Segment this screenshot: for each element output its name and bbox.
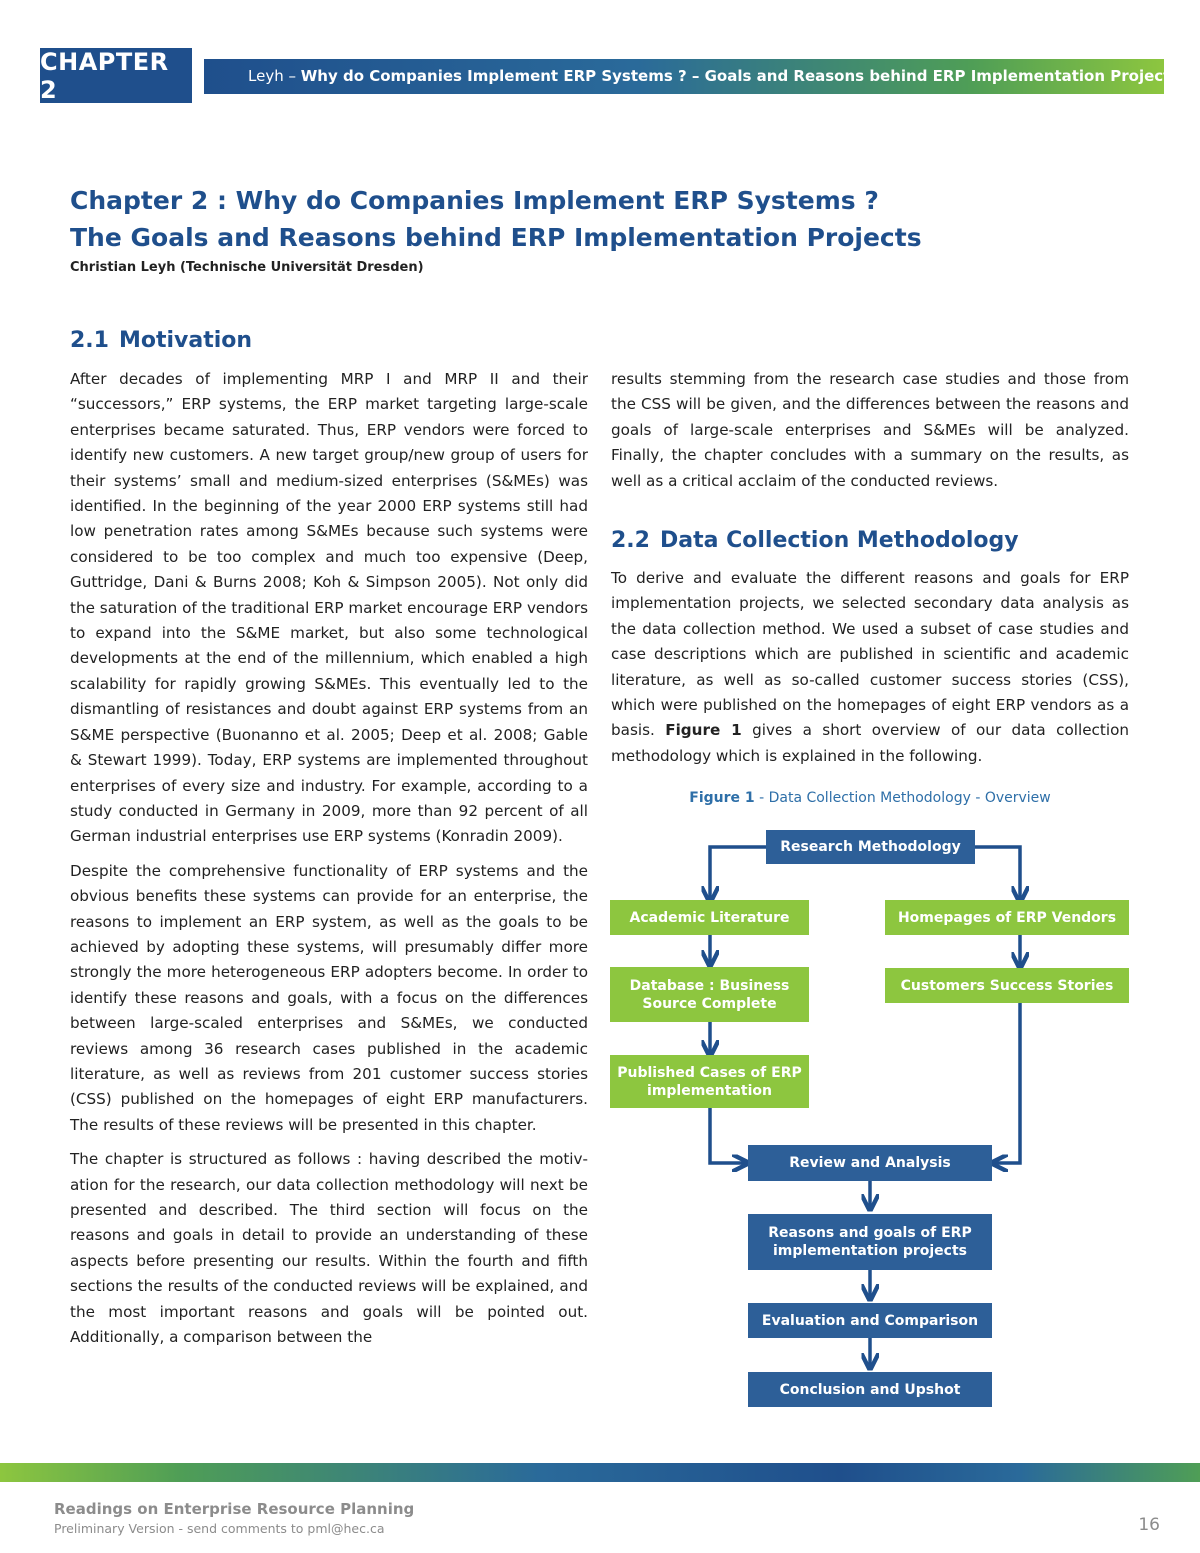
paragraph-text: gives a short overview of our data collection methodology which is explained in the following.: [611, 721, 1129, 765]
box-conclusion-upshot: Conclusion and Upshot: [748, 1372, 992, 1407]
running-header: [248, 59, 1179, 94]
box-homepages-erp-vendors: Homepages of ERP Vendors: [885, 900, 1129, 935]
section-title: Motivation: [118, 328, 253, 353]
footer-band: [0, 1463, 1200, 1482]
paragraph-motivation-1: After decades of implementing MRP I and MRP II and their “successors,” ERP systems, the ERP market targeting large-scale enterprises became saturated. Thus, ERP vendors were forced to identify new customers. A new target group/new group of users for their systems’ small and medium-sized enterprises (S&MEs) was identified. In the beginning of the year 2000 ERP systems still had low penetration rates among S&MEs because such systems were considered to be too complex and much too expensive (Deep, Guttridge, Dani & Burns 2008; Koh & Simpson 2005). Not only did the saturation of the traditional ERP market encourage ERP vendors to expand into the S&ME market, but also some technological developments at the end of the millennium, which enabled a high scalability for rapidly growing S&MEs. This eventually led to the dismantling of resistances and doubt against ERP systems from an S&ME perspective (Buonanno et al. 2005; Deep et al. 2008; Gable & Stewart 1999). Today, ERP systems are implemented throughout enterprises of every size and industry. For example, according to a study conducted in Germany in 2009, more than 92 percent of all German industrial enterprises use ERP systems (Konradin 2009).: [70, 370, 588, 846]
right-column-top: [611, 367, 1129, 503]
box-review-analysis: Review and Analysis: [748, 1145, 992, 1181]
chapter-title-line1: Chapter 2 : Why do Companies Implement ERP Systems ?: [70, 186, 879, 215]
chapter-title-line2: The Goals and Reasons behind ERP Implementation Projects: [70, 223, 922, 252]
arrow-right-to-review: [994, 1003, 1020, 1163]
section-heading-motivation: [70, 328, 252, 353]
section-title: Data Collection Methodology: [659, 528, 1019, 553]
chapter-tab: CHAPTER 2: [40, 48, 192, 103]
chapter-title: [70, 182, 1130, 256]
box-academic-literature: Academic Literature: [610, 900, 809, 935]
box-customers-success-stories: Customers Success Stories: [885, 968, 1129, 1003]
box-database: Database : Business Source Complete: [610, 967, 809, 1022]
paragraph-motivation-4: results stemming from the research case studies and those from the CSS will be given, and the differences between the reasons and goals of large-scale enterprises and S&MEs will be analyzed. Finally, the chapter concludes with a summary on the results, as well as a critical acclaim of the conducted reviews.: [611, 370, 1129, 490]
arrow-to-homepages: [975, 847, 1020, 900]
paragraph-motivation-3: The chapter is structured as follows : having described the motivation for the research, our data collection methodology will next be presented and described. The third section will focus on the reasons and goals in detail to provide an understanding of these aspects before presenting our results. Within the fourth and fifth sections the results of the conducted reviews will be explained, and the most important reasons and goals will be pointed out. Additionally, a comparison between the: [70, 1150, 588, 1347]
figure-reference[interactable]: Figure 1: [665, 721, 742, 740]
left-column: [70, 367, 588, 1359]
box-reasons-goals: Reasons and goals of ERP implementation projects: [748, 1214, 992, 1270]
running-title: Why do Companies Implement ERP Systems ? – Goals and Reasons behind ERP Implementation Projects: [300, 67, 1180, 85]
box-published-cases: Published Cases of ERP implementation: [610, 1055, 809, 1108]
page-number: 16: [1138, 1515, 1160, 1535]
author-line: Christian Leyh (Technische Universität Dresden): [70, 260, 424, 275]
section-number: 2.1: [70, 328, 109, 353]
figure-caption-text: - Data Collection Methodology - Overview: [754, 790, 1051, 806]
flowchart: [600, 820, 1140, 1420]
section-number: 2.2: [611, 528, 650, 553]
box-evaluation-comparison: Evaluation and Comparison: [748, 1303, 992, 1338]
running-author: Leyh –: [248, 67, 301, 85]
figure-caption: [610, 790, 1130, 806]
arrow-to-academic-literature: [710, 847, 766, 900]
figure-caption-label: Figure 1: [689, 790, 755, 806]
box-research-methodology: Research Methodology: [766, 830, 975, 864]
paragraph-methodology: [611, 566, 1129, 769]
paragraph-text: To derive and evaluate the different reasons and goals for ERP implementation projects, we selected secondary data analysis as the data collection method. We used a subset of case studies and case descriptions which are published in scientific and academic literature, as well as so-called customer success stories (CSS), which were published on the homepages of eight ERP vendors as a basis.: [611, 569, 1129, 740]
section-heading-data-collection: [611, 528, 1019, 553]
right-column-methodology: [611, 566, 1129, 778]
arrow-left-to-review: [710, 1108, 746, 1163]
paragraph-motivation-2: Despite the comprehensive functionality of ERP systems and the obvious benefits these systems can provide for an enterprise, the reasons to implement an ERP system, as well as the goals to be achieved by adopting these systems, will presumably differ more strongly the more heterogeneous ERP adopters become. In order to identify these reasons and goals, with a focus on the differences between large-scaled enterprises and S&MEs, we conducted reviews among 36 research cases published in the academic literature, as well as reviews from 201 customer success stories (CSS) published on the homepages of eight ERP manufacturers. The results of these reviews will be presented in this chapter.: [70, 861, 588, 1134]
footer-subtitle: Preliminary Version - send comments to pml@hec.ca: [54, 1521, 385, 1536]
footer-title: Readings on Enterprise Resource Planning: [54, 1500, 415, 1518]
